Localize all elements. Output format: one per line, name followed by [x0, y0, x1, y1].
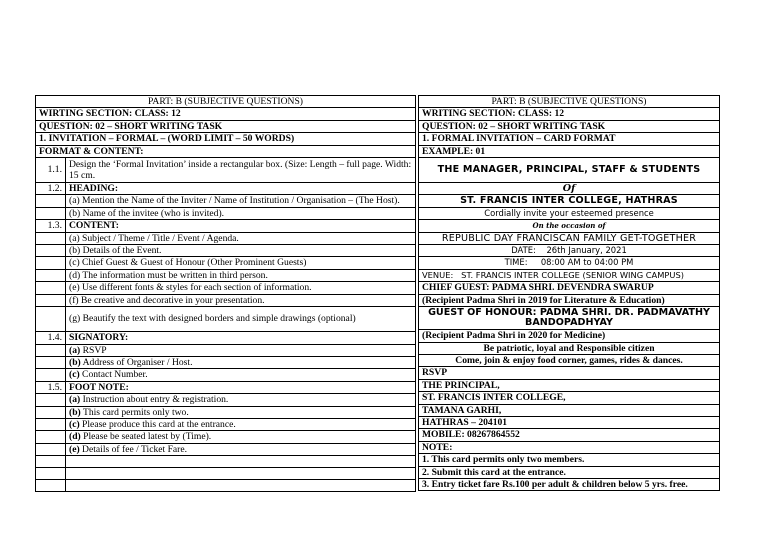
instruction-row: [36, 344, 416, 356]
instruction-text: (c) Chief Guest & Guest of Honour (Other Prominent Guests): [66, 257, 416, 269]
invitation-hosts: THE MANAGER, PRINCIPAL, STAFF & STUDENTS: [419, 158, 720, 183]
invitation-chief-recipient: (Recipient Padma Shri in 2019 for Literature & Education): [419, 294, 720, 306]
date-label: DATE:: [511, 245, 536, 256]
left-part-title: PART: B (SUBJECTIVE QUESTIONS): [36, 96, 416, 108]
instruction-text: SIGNATORY:: [66, 332, 416, 344]
instruction-text: CONTENT:: [66, 220, 416, 232]
instruction-number: 1.4.: [36, 332, 66, 344]
invitation-time: [419, 257, 720, 269]
instruction-text: (g) Beautify the text with designed borders and simple drawings (optional): [66, 307, 416, 332]
instruction-text: [66, 406, 416, 418]
instruction-detail: Instruction about entry & registration.: [80, 394, 229, 406]
left-task: 1. INVITATION – FORMAL – (WORD LIMIT – 50 WORDS): [36, 133, 416, 145]
instruction-row: [36, 195, 416, 207]
invitation-cordially: Cordially invite your esteemed presence: [419, 207, 720, 219]
time-label: TIME:: [504, 257, 528, 268]
instruction-row: [36, 332, 416, 344]
instruction-letter: (c): [69, 369, 80, 381]
instruction-detail: Please produce this card at the entrance.: [79, 418, 236, 430]
instruction-text: [66, 394, 416, 406]
instruction-number: [36, 307, 66, 332]
instruction-row: [36, 406, 416, 418]
invitation-honour-recipient: (Recipient Padma Shri in 2020 for Medicine): [419, 330, 720, 342]
instruction-letter: (a): [69, 394, 81, 406]
instruction-row: [36, 158, 416, 183]
empty-cell: [36, 456, 66, 468]
right-part-title: PART: B (SUBJECTIVE QUESTIONS): [419, 96, 720, 108]
empty-row: [36, 456, 416, 468]
instruction-text: (e) Use different fonts & styles for each section of information.: [66, 282, 416, 294]
instruction-text: FOOT NOTE:: [66, 381, 416, 393]
instruction-text: (a) Mention the Name of the Inviter / Name of Institution / Organisation – (The Host).: [66, 195, 416, 207]
instruction-number: [36, 269, 66, 281]
instruction-letter: (b): [69, 356, 81, 368]
instruction-letter: (b): [69, 406, 81, 418]
instruction-text: [66, 356, 416, 368]
left-section: WIRTING SECTION: CLASS: 12: [36, 108, 416, 120]
invitation-venue: [419, 269, 720, 281]
instruction-letter: (a): [69, 344, 81, 356]
instruction-text: [66, 369, 416, 381]
invitation-chief-guest: CHIEF GUEST: PADMA SHRI. DEVENDRA SWARUP: [419, 282, 720, 294]
instruction-text: [66, 443, 416, 455]
instruction-detail: Contact Number.: [79, 369, 148, 381]
rsvp-principal: THE PRINCIPAL,: [419, 379, 720, 391]
right-task: 1. FORMAL INVITATION – CARD FORMAT: [419, 133, 720, 145]
empty-cell: [66, 468, 416, 480]
note-label: NOTE:: [419, 441, 720, 453]
invitation-date: [419, 245, 720, 257]
instruction-text: (f) Be creative and decorative in your presentation.: [66, 294, 416, 306]
empty-cell: [66, 456, 416, 468]
invitation-event: REPUBLIC DAY FRANCISCAN FAMILY GET-TOGETHER: [419, 232, 720, 244]
venue-label: VENUE:: [422, 269, 454, 280]
left-question: QUESTION: 02 – SHORT WRITING TASK: [36, 120, 416, 132]
instruction-number: [36, 369, 66, 381]
instruction-number: [36, 418, 66, 430]
instruction-detail: Address of Organiser / Host.: [80, 356, 193, 368]
instruction-row: [36, 245, 416, 257]
instruction-letter: (d): [69, 431, 81, 443]
rsvp-label: RSVP: [419, 367, 720, 379]
venue-value: ST. FRANCIS INTER COLLEGE (SENIOR WING CAMPUS): [461, 269, 684, 280]
right-section: WRITING SECTION: CLASS: 12: [419, 108, 720, 120]
instruction-number: [36, 394, 66, 406]
instruction-detail: Please be seated latest by (Time).: [80, 431, 212, 443]
instruction-number: [36, 282, 66, 294]
instruction-text: (d) The information must be written in third person.: [66, 269, 416, 281]
instruction-row: [36, 307, 416, 332]
instruction-number: [36, 232, 66, 244]
instruction-number: 1.1.: [36, 158, 66, 183]
instruction-text: (b) Name of the invitee (who is invited).: [66, 207, 416, 219]
instruction-number: 1.2.: [36, 183, 66, 195]
instruction-number: [36, 195, 66, 207]
instruction-row: [36, 282, 416, 294]
empty-cell: [66, 480, 416, 492]
note-2: 2. Submit this card at the entrance.: [419, 466, 720, 478]
instruction-row: [36, 257, 416, 269]
instruction-letter: (c): [69, 418, 80, 430]
empty-cell: [36, 480, 66, 492]
invitation-patriotic: Be patriotic, loyal and Responsible citizen: [419, 342, 720, 354]
invitation-occasion: On the occasion of: [419, 220, 720, 232]
instruction-detail: RSVP: [80, 344, 107, 356]
instruction-text: [66, 418, 416, 430]
instruction-number: [36, 257, 66, 269]
empty-row: [36, 468, 416, 480]
instruction-text: HEADING:: [66, 183, 416, 195]
time-value: 08:00 AM to 04:00 PM: [540, 257, 634, 268]
instruction-row: [36, 183, 416, 195]
instruction-row: [36, 356, 416, 368]
right-example-table: [418, 95, 720, 491]
instruction-detail: Details of fee / Ticket Fare.: [79, 443, 188, 455]
instruction-number: [36, 245, 66, 257]
instruction-number: 1.5.: [36, 381, 66, 393]
note-1: 1. This card permits only two members.: [419, 454, 720, 466]
rsvp-city: HATHRAS – 204101: [419, 416, 720, 428]
rsvp-area: TAMANA GARHI,: [419, 404, 720, 416]
instruction-text: Design the ‘Formal Invitation’ inside a rectangular box. (Size: Length – full page. Width: 15 cm.: [66, 158, 416, 183]
instruction-row: [36, 394, 416, 406]
left-instructions-table: [35, 95, 416, 492]
instruction-number: [36, 344, 66, 356]
instruction-number: [36, 294, 66, 306]
instruction-row: [36, 232, 416, 244]
empty-cell: [36, 468, 66, 480]
right-question: QUESTION: 02 – SHORT WRITING TASK: [419, 120, 720, 132]
invitation-come-join: Come, join & enjoy food corner, games, rides & dances.: [419, 354, 720, 366]
invitation-of: Of: [419, 183, 720, 195]
instruction-text: (b) Details of the Event.: [66, 245, 416, 257]
rsvp-college: ST. FRANCIS INTER COLLEGE,: [419, 392, 720, 404]
date-value: 26th January, 2021: [546, 245, 627, 256]
instruction-text: (a) Subject / Theme / Title / Event / Agenda.: [66, 232, 416, 244]
instruction-text: [66, 344, 416, 356]
left-format: FORMAT & CONTENT:: [36, 145, 416, 157]
instruction-row: [36, 269, 416, 281]
instruction-number: [36, 207, 66, 219]
instruction-number: [36, 406, 66, 418]
instruction-row: [36, 381, 416, 393]
instruction-row: [36, 418, 416, 430]
note-3: 3. Entry ticket fare Rs.100 per adult & children below 5 yrs. free.: [419, 478, 720, 490]
instruction-text: [66, 431, 416, 443]
empty-row: [36, 480, 416, 492]
instruction-row: [36, 294, 416, 306]
invitation-guest-of-honour: GUEST OF HONOUR: PADMA SHRI. DR. PADMAVATHY BANDOPADHYAY: [419, 307, 720, 330]
instruction-letter: (e): [69, 443, 80, 455]
invitation-college: ST. FRANCIS INTER COLLEGE, HATHRAS: [419, 195, 720, 207]
instruction-number: 1.3.: [36, 220, 66, 232]
instruction-row: [36, 220, 416, 232]
instruction-row: [36, 207, 416, 219]
instruction-number: [36, 431, 66, 443]
rsvp-mobile: MOBILE: 08267864552: [419, 429, 720, 441]
instruction-detail: This card permits only two.: [80, 406, 189, 418]
instruction-row: [36, 369, 416, 381]
right-example: EXAMPLE: 01: [419, 145, 720, 157]
instruction-number: [36, 356, 66, 368]
instruction-number: [36, 443, 66, 455]
instruction-row: [36, 431, 416, 443]
instruction-row: [36, 443, 416, 455]
